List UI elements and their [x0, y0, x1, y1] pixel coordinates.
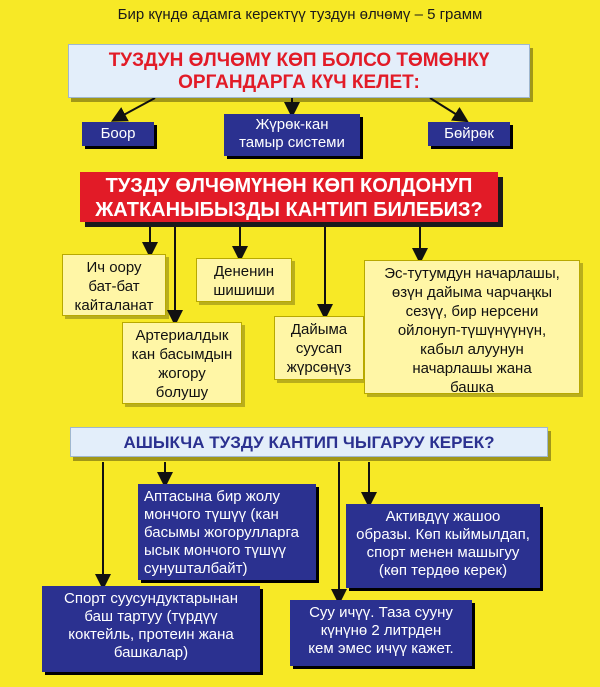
- tip-sports-drinks: Спорт суусундуктарынан баш тартуу (түрдүү коктейль, протеин жана башкалар): [42, 586, 260, 672]
- organs-banner-line2: ОРГАНДАРГА КҮЧ КЕЛЕТ:: [178, 72, 420, 93]
- organ-liver: Боор: [82, 122, 154, 146]
- organs-banner-line1: ТУЗДУН ӨЛЧӨМҮ КӨП БОЛСО ТӨМӨНКҮ: [108, 50, 490, 71]
- tip-drink-water: Суу ичүү. Таза сууну күнүнө 2 литрден кем эмес ичүү кажет.: [290, 600, 472, 666]
- symptom-constant-thirst: Дайыма суусап жүрсөңүз: [274, 316, 364, 380]
- symptom-memory-decline: Эс-тутумдун начарлашы, өзүн дайыма чарчаңкы сезүү, бир нерсени ойлонуп-түшүнүүнүн, кабыл алуунун начарлашы жана башка: [364, 260, 580, 394]
- symptom-stomach-pain: Ич оору бат-бат кайталанат: [62, 254, 166, 316]
- tip-sauna: Аптасына бир жолу мончого түшүү (кан басымы жогорулларга ысык мончого түшүү сунушталбайт): [138, 484, 316, 580]
- daily-salt-note: Бир күндө адамга керектүү туздун өлчөмү – 5 грамм: [117, 6, 483, 23]
- organ-kidney: Бөйрөк: [428, 122, 510, 146]
- tip-active-lifestyle: Активдүү жашоо образы. Көп кыймылдап, спорт менен машыгуу (көп тердөө керек): [346, 504, 540, 588]
- symptom-swelling: Дененин шишиши: [196, 258, 292, 302]
- symptom-high-blood-pressure: Артериалдык кан басымдын жогору болушу: [122, 322, 242, 404]
- question-banner: ТУЗДУ ӨЛЧӨМҮНӨН КӨП КОЛДОНУП ЖАТКАНЫБЫЗДЫ КАНТИП БИЛЕБИЗ?: [80, 172, 498, 222]
- organs-banner: [68, 44, 530, 98]
- organ-cardiovascular: Жүрөк-кан тамыр системи: [224, 114, 360, 156]
- remove-salt-banner: АШЫКЧА ТУЗДУ КАНТИП ЧЫГАРУУ КЕРЕК?: [70, 427, 548, 457]
